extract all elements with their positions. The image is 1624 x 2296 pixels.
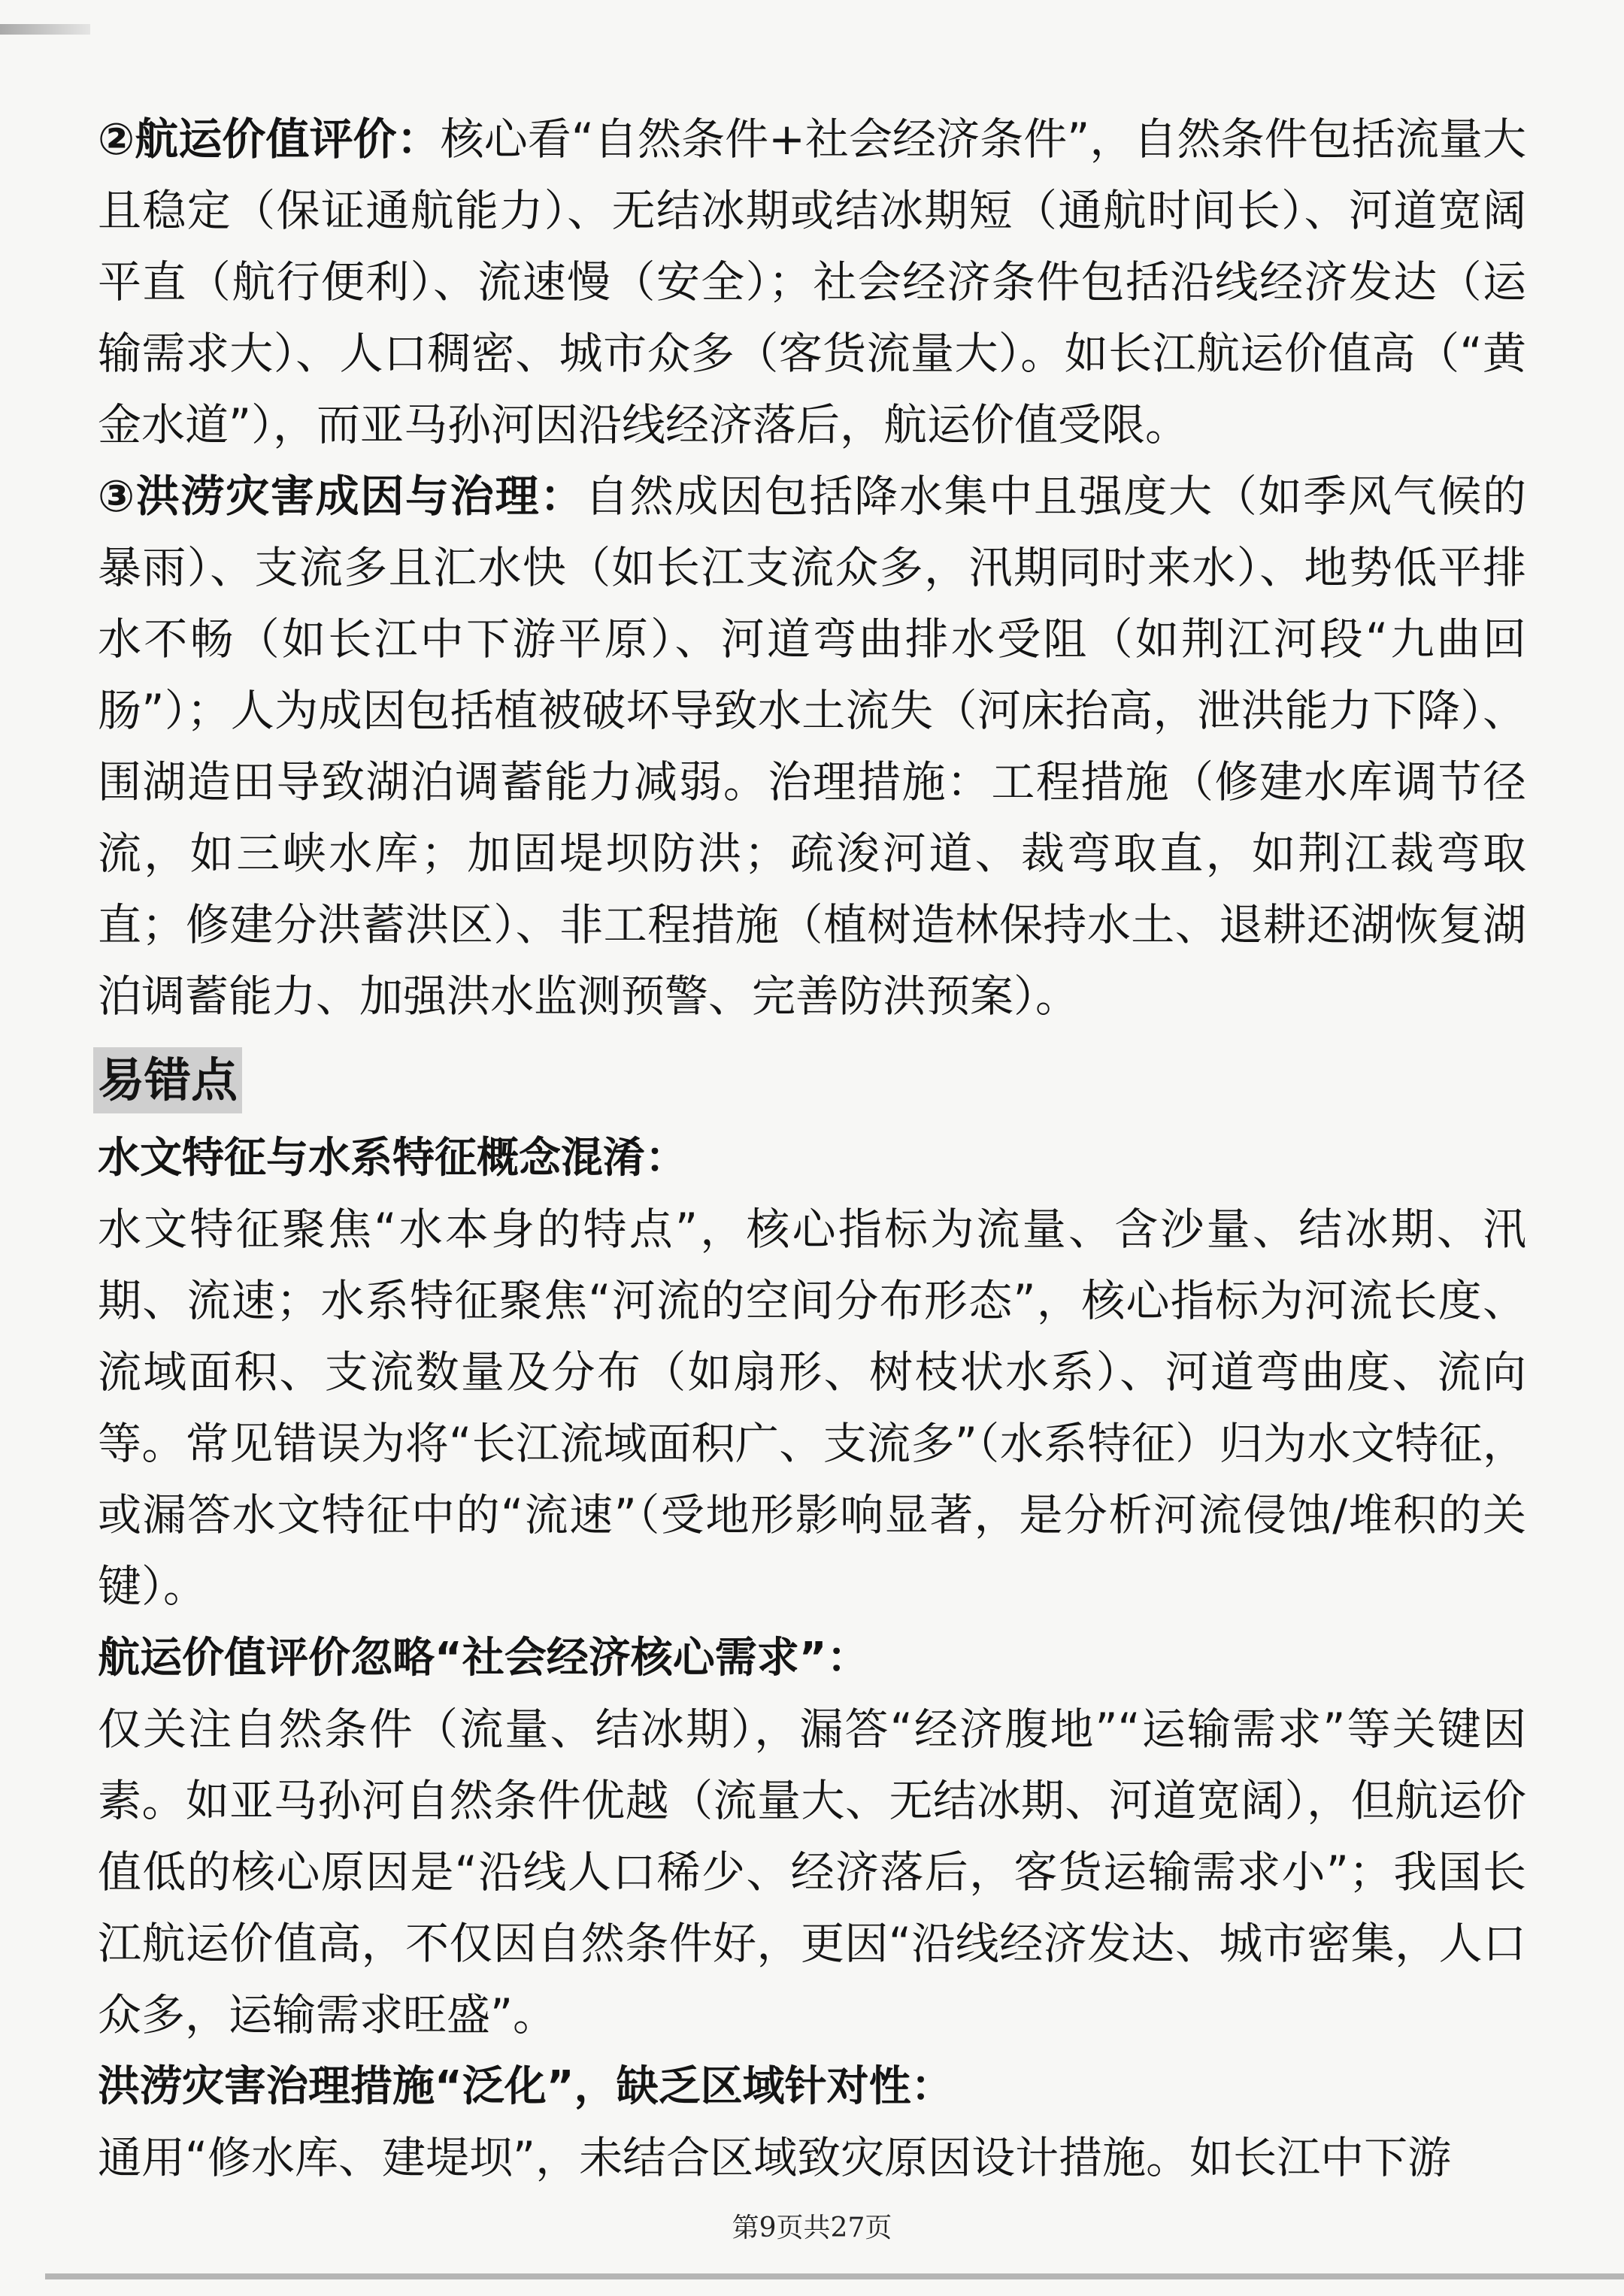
paragraph-body: 核心看“自然条件+社会经济条件”，自然条件包括流量大且稳定（保证通航能力）、无结冰期或结冰期短（通航时间长）、河道宽阔平直（航行便利）、流速慢（安全）；社会经济条件包括沿线经济发达（运输需求大）、人口稠密、城市众多（客货流量大）。如长江航运价值高（“黄金水道”），而亚马孙河因沿线经济落后，航运价值受限。 (98, 114, 1526, 450)
page-number: 第9页共27页 (732, 2213, 892, 2243)
mistake-heading: 航运价值评价忽略“社会经济核心需求”： (98, 1634, 869, 1683)
mistake-body: 仅关注自然条件（流量、结冰期），漏答“经济腹地”“运输需求”等关键因素。如亚马孙河自然条件优越（流量大、无结冰期、河道宽阔），但航运价值低的核心原因是“沿线人口稀少、经济落后，客货运输需求小”；我国长江航运价值高，不仅因自然条件好，更因“沿线经济发达、城市密集，人口众多，运输需求旺盛”。 (98, 1704, 1526, 2040)
paragraph-body: 自然成因包括降水集中且强度大（如季风气候的暴雨）、支流多且汇水快（如长江支流众多，汛期同时来水）、地势低平排水不畅（如长江中下游平原）、河道弯曲排水受阻（如荆江河段“九曲回肠”）；人为成因包括植被破坏导致水土流失（河床抬高，泄洪能力下降）、围湖造田导致湖泊调蓄能力减弱。治理措施：工程措施（修建水库调节径流，如三峡水库；加固堤坝防洪；疏浚河道、裁弯取直，如荆江裁弯取直；修建分洪蓄洪区）、非工程措施（植树造林保持水土、退耕还湖恢复湖泊调蓄能力、加强洪水监测预警、完善防洪预案）。 (98, 471, 1526, 1022)
scan-artifact-top (0, 24, 90, 35)
page-content (98, 104, 1526, 2194)
scan-artifact-bottom (45, 2273, 1624, 2279)
paragraph-lead: ②航运价值评价： (98, 114, 441, 165)
mistake-body: 水文特征聚焦“水本身的特点”，核心指标为流量、含沙量、结冰期、汛期、流速；水系特征聚焦“河流的空间分布形态”，核心指标为河流长度、流域面积、支流数量及分布（如扇形、树枝状水系）、河道弯曲度、流向等。常见错误为将“长江流域面积广、支流多”（水系特征）归为水文特征，或漏答水文特征中的“流速”（受地形影响显著，是分析河流侵蚀/堆积的关键）。 (98, 1204, 1526, 1612)
paragraph-navigation-value (98, 104, 1526, 461)
mistake-heading: 洪涝灾害治理措施“泛化”，缺乏区域针对性： (98, 2062, 953, 2111)
paragraph-lead: ③洪涝灾害成因与治理： (98, 471, 585, 522)
section-title: 易错点 (93, 1047, 242, 1113)
mistake-body: 通用“修水库、建堤坝”，未结合区域致灾原因设计措施。如长江中下游 (98, 2132, 1452, 2183)
mistake-heading: 水文特征与水系特征概念混淆： (98, 1134, 687, 1183)
paragraph-flood-causes (98, 461, 1526, 1032)
